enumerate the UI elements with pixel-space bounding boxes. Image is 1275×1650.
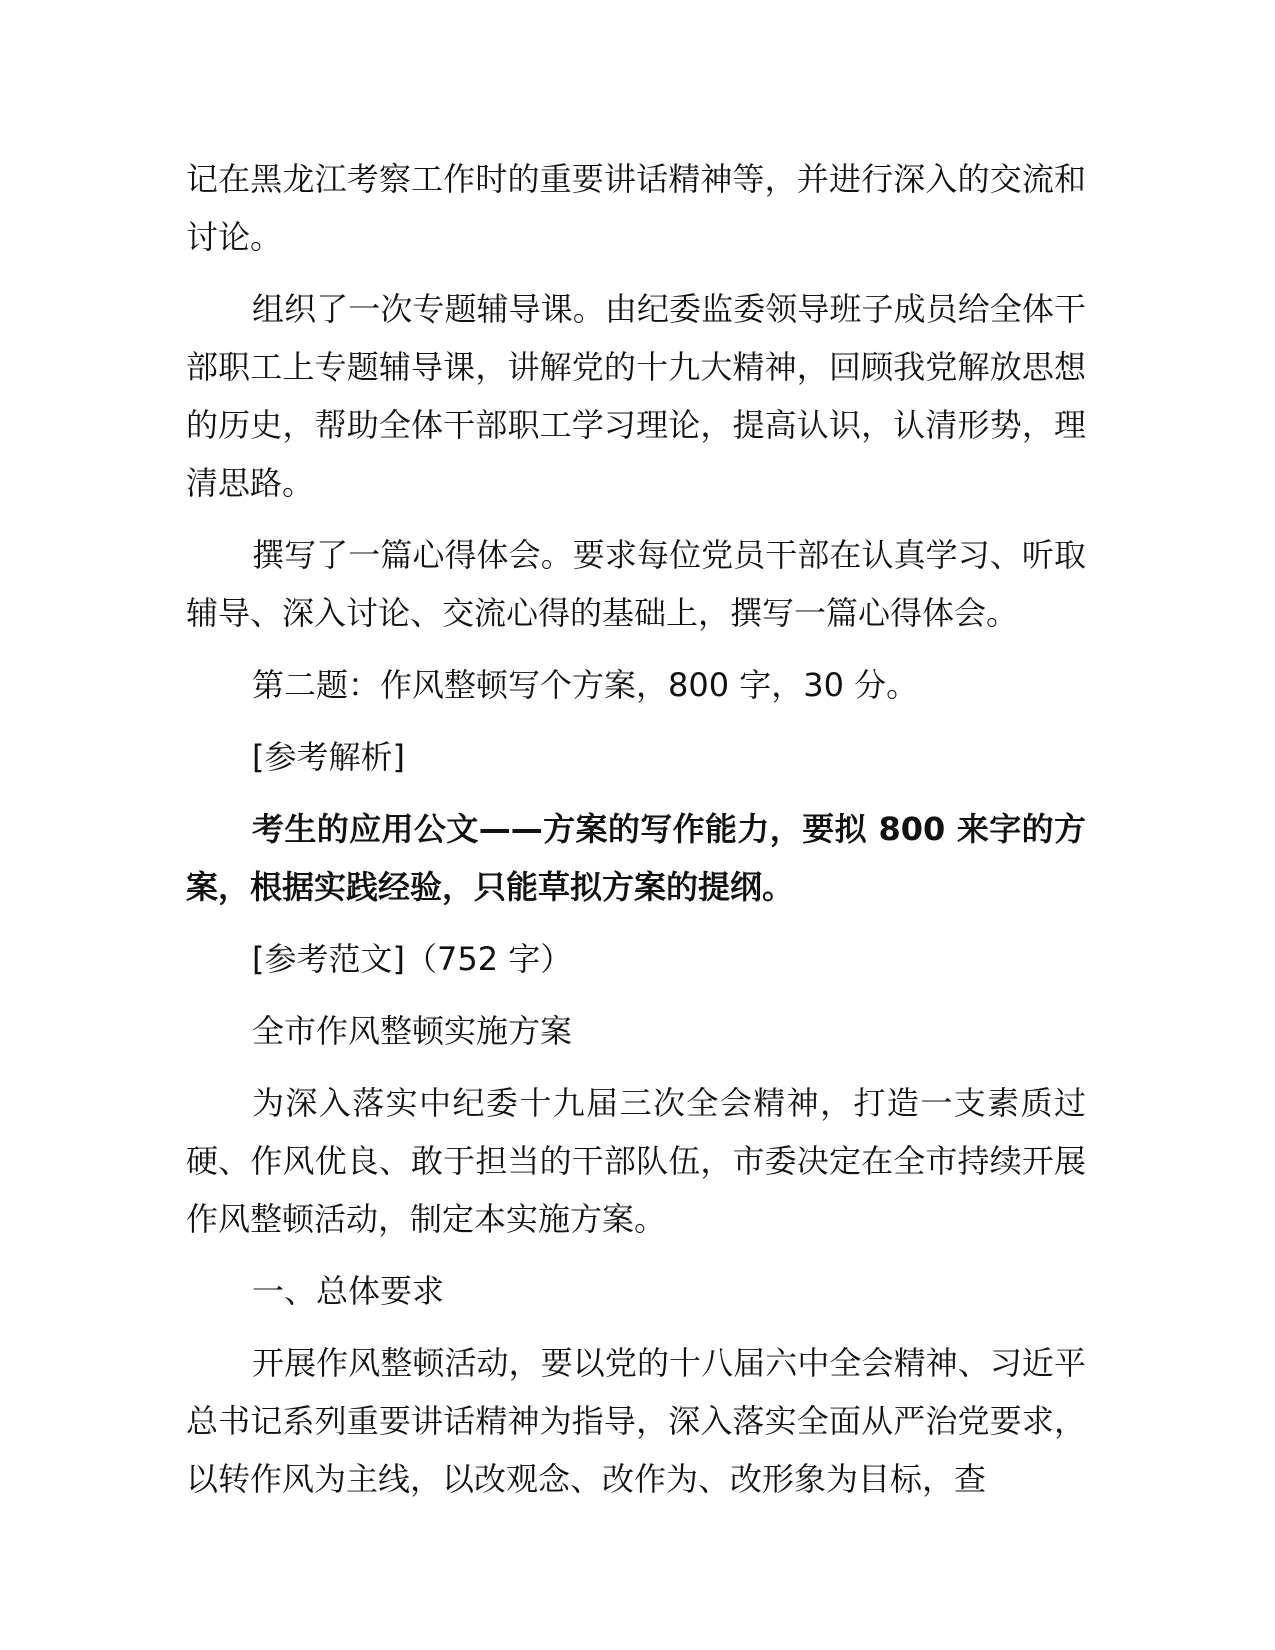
reference-analysis-label: [参考解析]	[252, 738, 405, 776]
general-requirements-paragraph: 开展作风整顿活动，要以党的十八届六中全会精神、习近平总书记系列重要讲话精神为指导，深入落实全面从严治党要求，以转作风为主线，以改观念、改作为、改形象为目标，查	[186, 1344, 1086, 1498]
paragraph-tutorial-course: 组织了一次专题辅导课。由纪委监委领导班子成员给全体干部职工上专题辅导课，讲解党的十九大精神，回顾我党解放思想的历史，帮助全体干部职工学习理论，提高认识，认清形势，理清思路。	[186, 290, 1086, 502]
reference-sample-label: [参考范文]（752 字）	[252, 940, 573, 978]
document-body	[186, 150, 1086, 1522]
paragraph-reflection-essay: 撰写了一篇心得体会。要求每位党员干部在认真学习、听取辅导、深入讨论、交流心得的基础上，撰写一篇心得体会。	[186, 536, 1086, 632]
sample-intro-paragraph: 为深入落实中纪委十九届三次全会精神，打造一支素质过硬、作风优良、敢于担当的干部队伍，市委决定在全市持续开展作风整顿活动，制定本实施方案。	[186, 1084, 1086, 1238]
paragraph-continuation: 记在黑龙江考察工作时的重要讲话精神等，并进行深入的交流和讨论。	[186, 160, 1086, 256]
sample-title: 全市作风整顿实施方案	[252, 1012, 573, 1050]
reference-analysis-text: 考生的应用公文——方案的写作能力，要拟 800 来字的方案，根据实践经验，只能草拟方案的提纲。	[186, 810, 1086, 906]
question-two-heading: 第二题：作风整顿写个方案，800 字，30 分。	[252, 666, 919, 704]
section-heading-general-requirements: 一、总体要求	[252, 1272, 445, 1310]
